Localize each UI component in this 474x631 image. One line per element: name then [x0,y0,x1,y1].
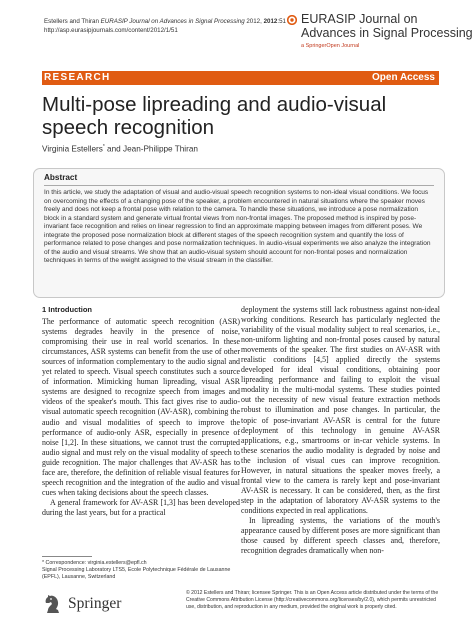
author-1[interactable]: Virginia Estellers [42,144,103,154]
article-type-label: RESEARCH [44,72,111,83]
paragraph: A general framework for AV-ASR [1,3] has been developed during the last years, but for a practical [42,497,240,517]
license-text: © 2012 Estellers and Thiran; licensee Springer. This is an Open Access article distributed under the terms of the Creative Commons Attribution License (http://creativecommons.org/licenses/by/2.0), which permits unrestricted use, distribution, and reproduction in any medium, provided the original work is properly cited. [186,590,439,610]
author-2: and Jean-Philippe Thiran [104,144,198,154]
citation-year: 2012, [244,18,264,25]
paragraph: deployment the systems still lack robustness against non-ideal working conditions. Research has particularly neglected the variability of the visual modality subject to real scenarios, i.e., non-uniform lighting and non-frontal poses caused by natural movements of the speaker. The first studies on AV-ASR with realistic conditions [4,5] applied directly the systems developed for ideal visual conditions, obtaining poor lipreading performance and failing to exploit the visual modality in the multi-modal systems. These studies pointed out the necessity of new visual feature extraction methods robust to illumination and pose changes. In particular, the topic of pose-invariant AV-ASR is central for the future deployment of this technology in genuine AV-ASR applications, e.g., smartrooms or in-car vehicle systems. In these scenarios the audio modality is degraded by noise and the inclusion of visual cues can improve recognition. However, in natural situations the speaker moves freely, a frontal view to the camera is rarely kept and pose-invariant AV-ASR is necessary. It can be considered, then, as the first step in the adaptation of laboratory AV-ASR systems to the conditions expected in real applications. [241,305,440,515]
body-column-right [241,305,440,556]
footnote-divider [42,556,92,557]
swirl-logo-icon [287,15,297,25]
open-access-label: Open Access [372,72,435,83]
section-heading: 1 Introduction [42,305,92,314]
citation-volume: 2012 [263,18,278,25]
logo-brand: a SpringerOpen Journal [301,43,360,49]
paragraph: In lipreading systems, the variations of the mouth's appearance caused by different poses are more significant than those caused by different speech classes and, therefore, recognition degrades dramatically when non- [241,515,440,556]
correspondence-footnote [42,560,238,581]
correspondence-mark: * [102,144,105,150]
affiliation: Signal Processing Laboratory LTS5, Ecole Polytechnique Fédérale de Lausanne (EPFL), Lausanne, Switzerland [42,567,231,580]
citation-header [44,17,286,35]
body-column-left [42,305,240,518]
abstract-box [33,168,445,298]
author-list [42,144,198,154]
correspondence-email: * Correspondence: virginia.estellers@epfl.ch [42,560,147,566]
article-url[interactable]: http://asp.eurasipjournals.com/content/2012/1/51 [44,27,178,34]
springer-wordmark: Springer [68,595,122,612]
citation-issue: :51 [277,18,286,25]
abstract-text: In this article, we study the adaptation of visual and audio-visual speech recognition systems to non-ideal visual conditions. We focus on overcoming the effects of a changing pose of the speaker, a problem encountered in natural situations where the speaker moves freely and does not keep a frontal pose with relation to the camera. To handle these situations, we introduce a pose normalization block in a standard system and generate virtual frontal views from non-frontal images. The proposed method is inspired by pose-invariant face recognition and relies on linear regression to find an approximate mapping between images from different poses. We integrate the proposed pose normalization block at different stages of the speech recognition system and quantify the loss of performance related to pose changes and pose normalization techniques. In audio-visual experiments we also analyze the integration of the audio and visual streams. We show that an audio-visual system should account for non-frontal poses and normalization techniques in terms of the weight assigned to the visual stream in the classifier. [44,189,431,264]
logo-subtitle: Advances in Signal Processing [301,26,473,40]
logo-title: EURASIP Journal on [301,12,418,26]
chess-knight-icon [42,593,64,615]
abstract-divider [44,185,434,186]
journal-name: EURASIP Journal on Advances in Signal Processing [100,18,245,25]
article-title: Multi-pose lipreading and audio-visual speech recognition [42,93,387,139]
article-type-bar [42,71,439,85]
citation-line [44,17,286,26]
citation-authors: Estellers and Thiran [44,18,101,25]
abstract-heading: Abstract [44,173,78,182]
springer-logo [42,593,192,617]
paragraph: The performance of automatic speech recognition (ASR) systems degrades heavily in the presence of noise, compromising their use in real world scenarios. In these circumstances, ASR systems can benefit from the use of other sources of information complementary to the audio signal and yet related to speech. Visual speech constitutes such a source of information. Mimicking human lipreading, visual ASR systems are designed to recognize speech from images and videos of the speaker's mouth. This fact gives rise to audio-visual automatic speech recognition (AV-ASR), combining the audio and visual modalities of speech to improve the performance of audio-only ASR, especially in presence of noise [1,2]. In these situations, we cannot trust the corrupted audio signal and must rely on the visual modality of speech to guide recognition. The major challenges that AV-ASR has to face are, therefore, the definition of reliable visual features for speech recognition and the integration of the audio and visual cues when taking decisions about the speech classes. [42,317,240,497]
